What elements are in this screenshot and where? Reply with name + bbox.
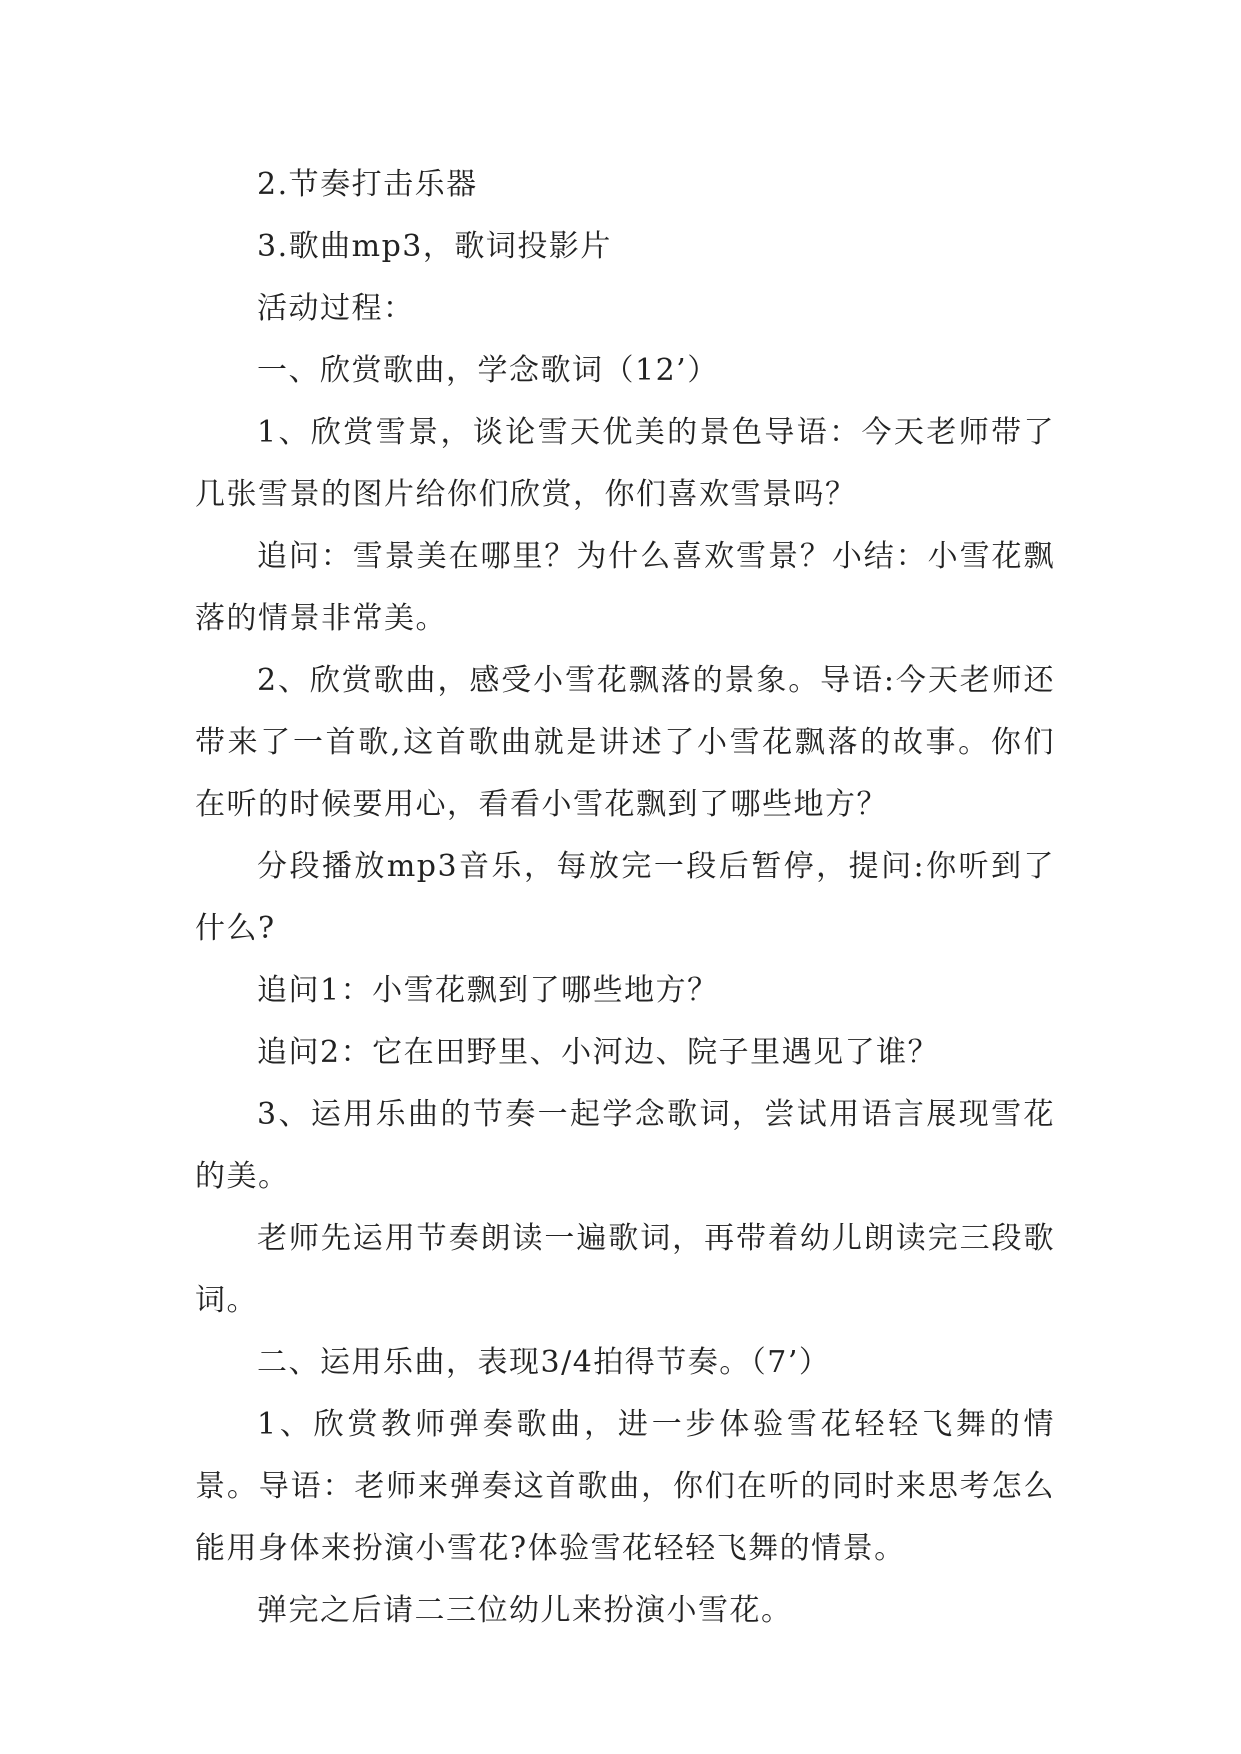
paragraph-followup-1: 追问1：小雪花飘到了哪些地方？	[257, 973, 719, 1008]
paragraph-section-one-heading: 一、欣赏歌曲，学念歌词（12’）	[257, 353, 719, 388]
paragraph-step-1-2: 2、欣赏歌曲，感受小雪花飘落的景象。导语:今天老师还带来了一首歌,这首歌曲就是讲述了小雪花飘落的故事。你们在听的时候要用心，看看小雪花飘到了哪些地方？	[195, 663, 1055, 822]
paragraph-play-music: 分段播放mp3音乐，每放完一段后暂停，提问:你听到了什么?	[195, 849, 1055, 946]
paragraph-children-act: 弹完之后请二三位幼儿来扮演小雪花。	[257, 1593, 793, 1628]
paragraph-process-heading: 活动过程：	[257, 291, 415, 326]
paragraph-step-2-1: 1、欣赏教师弹奏歌曲，进一步体验雪花轻轻飞舞的情景。导语：老师来弹奏这首歌曲，你们在听的同时来思考怎么能用身体来扮演小雪花?体验雪花轻轻飞舞的情景。	[195, 1407, 1055, 1566]
paragraph-teacher-reads: 老师先运用节奏朗读一遍歌词，再带着幼儿朗读完三段歌词。	[195, 1221, 1055, 1318]
paragraph-materials-instruments: 2.节奏打击乐器	[257, 167, 478, 202]
paragraph-followup-2: 追问2：它在田野里、小河边、院子里遇见了谁？	[257, 1035, 940, 1070]
paragraph-followup-question: 追问：雪景美在哪里？为什么喜欢雪景？小结：小雪花飘落的情景非常美。	[195, 539, 1055, 636]
document-body	[195, 154, 1055, 1642]
paragraph-section-two-heading: 二、运用乐曲，表现3/4拍得节奏。（7’）	[257, 1345, 831, 1380]
paragraph-step-1-3: 3、运用乐曲的节奏一起学念歌词，尝试用语言展现雪花的美。	[195, 1097, 1055, 1194]
paragraph-step-1-1: 1、欣赏雪景，谈论雪天优美的景色导语：今天老师带了几张雪景的图片给你们欣赏，你们喜欢雪景吗？	[195, 415, 1055, 512]
paragraph-materials-song: 3.歌曲mp3，歌词投影片	[257, 229, 612, 264]
